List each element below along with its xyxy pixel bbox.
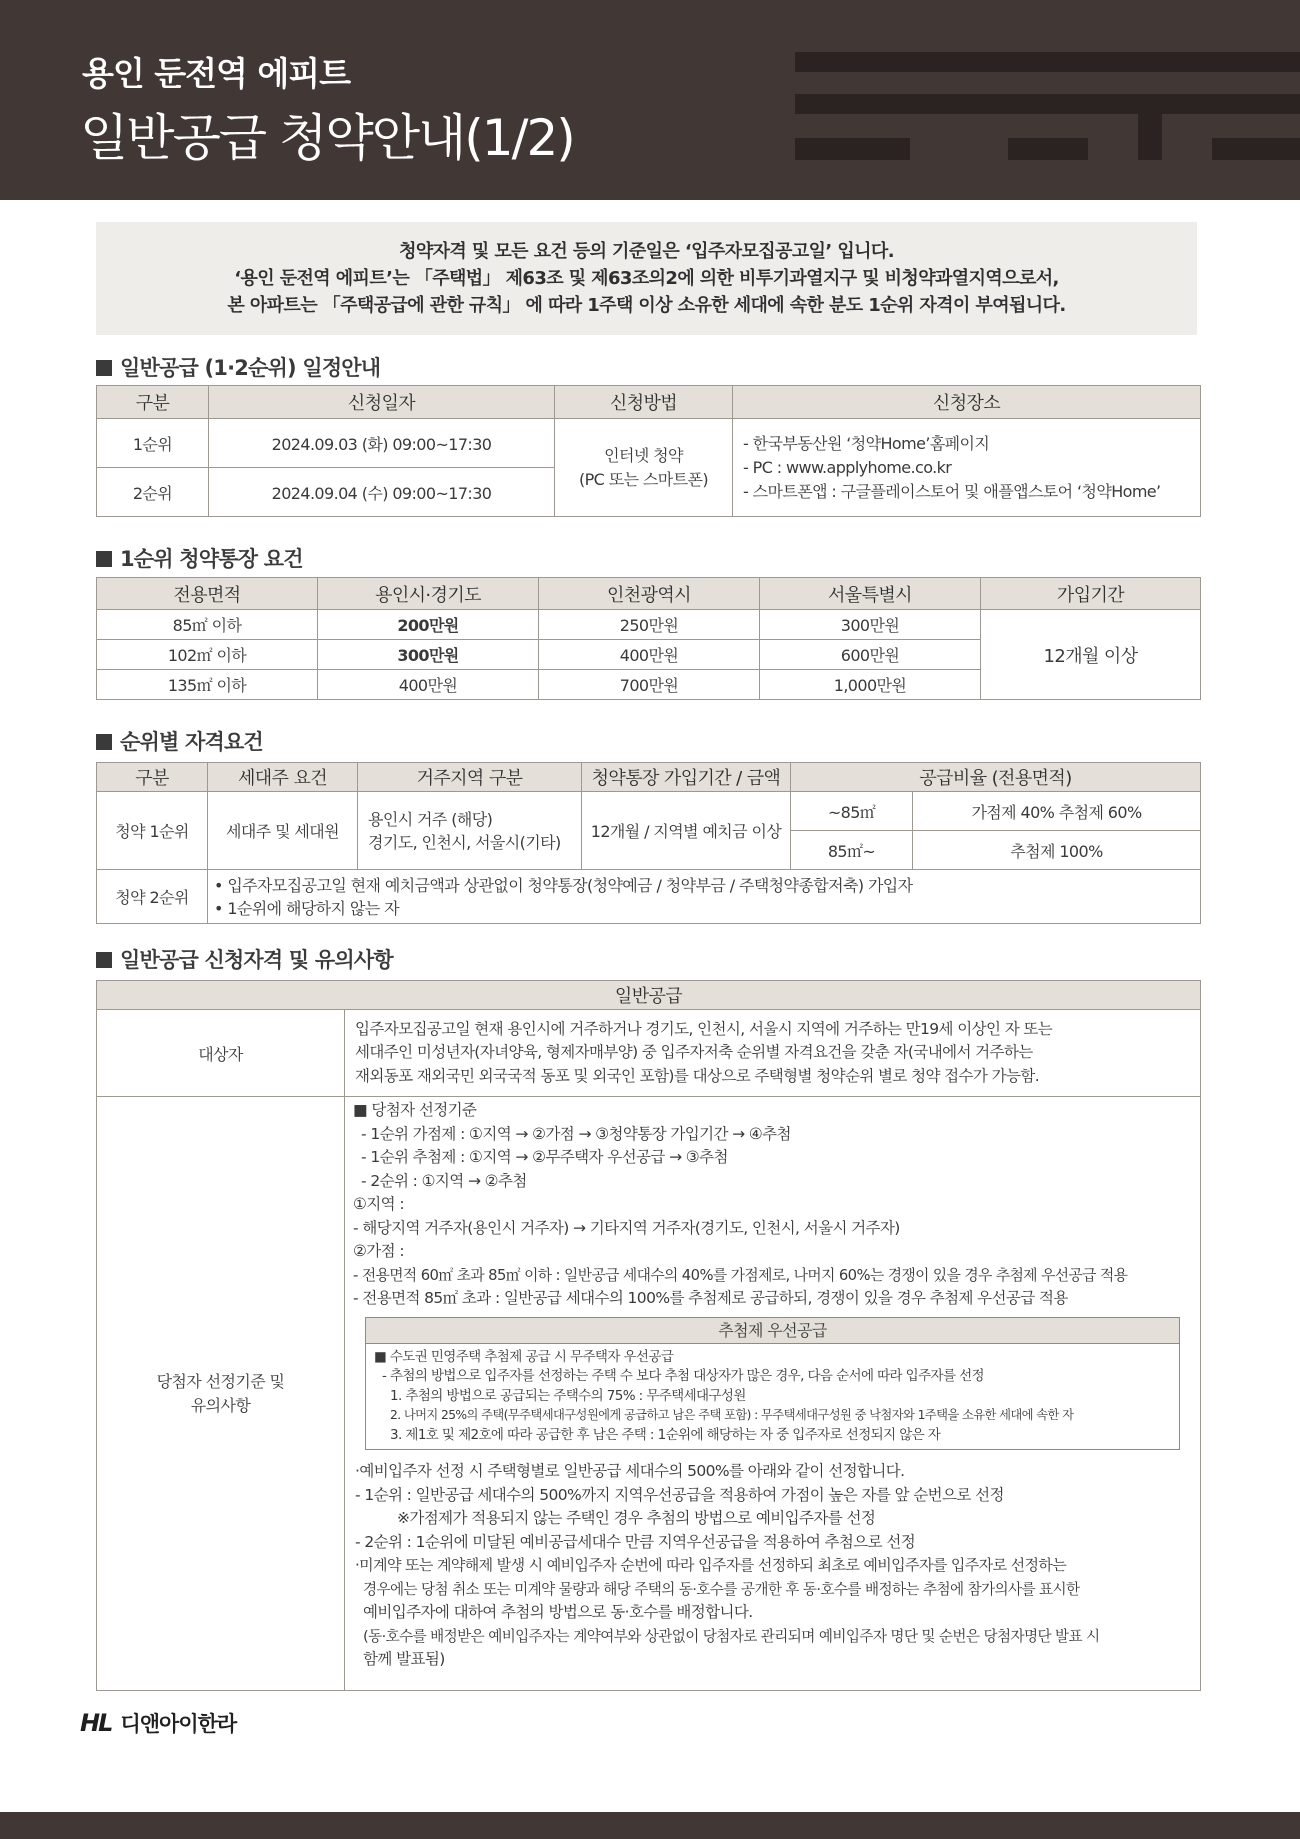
rank-label-cell: 청약 2순위 bbox=[97, 870, 208, 924]
notice-line: ‘용인 둔전역 에피트’는 「주택법」 제63조 및 제63조의2에 의한 비투기과열지구 및 비청약과열지역으로서, bbox=[234, 268, 1059, 289]
notice-box bbox=[96, 222, 1197, 335]
col-header: 신청장소 bbox=[733, 386, 1201, 419]
ratio-area-cell: ~85㎡ bbox=[791, 792, 913, 831]
area-cell: 85㎡ 이하 bbox=[97, 610, 318, 640]
logo-text: 디앤아이한라 bbox=[120, 1712, 237, 1736]
col-header: 인천광역시 bbox=[539, 578, 760, 610]
amount-cell: 300만원 bbox=[318, 640, 539, 670]
rank-cell: 1순위 bbox=[97, 419, 209, 468]
method-cell: 인터넷 청약 (PC 또는 스마트폰) bbox=[555, 419, 733, 517]
amount-cell: 1,000만원 bbox=[760, 670, 981, 700]
col-header: 거주지역 구분 bbox=[358, 763, 582, 792]
company-logo bbox=[80, 1708, 236, 1738]
rank-cell: 2순위 bbox=[97, 468, 209, 517]
householder-cell: 세대주 및 세대원 bbox=[208, 792, 358, 870]
region-cell: 용인시 거주 (해당) 경기도, 인천시, 서울시(기타) bbox=[358, 792, 582, 870]
col-header: 용인시·경기도 bbox=[318, 578, 539, 610]
area-cell: 135㎡ 이하 bbox=[97, 670, 318, 700]
schedule-table bbox=[96, 385, 1201, 517]
col-header: 전용면적 bbox=[97, 578, 318, 610]
period-cell: 12개월 이상 bbox=[981, 610, 1201, 700]
amount-cell: 400만원 bbox=[539, 640, 760, 670]
rank-label-cell: 청약 1순위 bbox=[97, 792, 208, 870]
col-header: 청약통장 가입기간 / 금액 bbox=[582, 763, 791, 792]
col-header: 구분 bbox=[97, 763, 208, 792]
deposit-table bbox=[96, 577, 1201, 700]
ratio-value-cell: 가점제 40% 추첨제 60% bbox=[913, 792, 1201, 831]
col-header: 신청일자 bbox=[209, 386, 555, 419]
ratio-area-cell: 85㎡~ bbox=[791, 831, 913, 870]
footer-bar bbox=[0, 1812, 1300, 1839]
square-bullet-icon bbox=[96, 734, 112, 750]
area-cell: 102㎡ 이하 bbox=[97, 640, 318, 670]
section-heading-deposit: 1순위 청약통장 요건 bbox=[96, 543, 303, 573]
section-heading-schedule: 일반공급 (1·2순위) 일정안내 bbox=[96, 352, 380, 382]
amount-cell: 200만원 bbox=[318, 610, 539, 640]
priority-subbox bbox=[365, 1317, 1180, 1451]
page-subtitle: 용인 둔전역 에피트 bbox=[82, 54, 351, 93]
amount-cell: 700만원 bbox=[539, 670, 760, 700]
square-bullet-icon bbox=[96, 551, 112, 567]
winner-desc-cell: ■ 당첨자 선정기준 - 1순위 가점제 : ①지역 → ②가점 → ③청약통장 가입기간 → ④추첨 - 1순위 추첨제 : ①지역 → ②무주택자 우선공급 → ③추첨 - 2순위 : ①지역 → ②추첨 ①지역 : - 해당지역 거주자(용인시 거주자) → 기타지역 거주자(경기도, 인천시, 서울시 거주자) ②가점 : - 전용면적 60㎡ 초과 85㎡ 이하 : 일반공급 세대수의 40%를 가점제로, 나머지 60%는 경쟁이 있을 경우 추첨제 우선공급 적용 - 전용면적 85㎡ 초과 : 일반공급 세대수의 100%를 추첨제로 공급하되, 경쟁이 있을 경우 추첨제 우선공급 적용 추첨제 우선공급 ■ 수도권 민영주택 추첨제 공급 시 무주택자 우선공급 - 추첨의 방법으로 입주자를 선정하는 주택 수 보다 추첨 대상자가 많은 경우, 다음 순서에 따라 입주자를 선정 1. 추첨의 방법으로 공급되는 주택수의 75% : 무주택세대구성원 2. 나머지 25%의 주택(무주택세대구성원에게 공급하고 남은 주택 포함) : 무주택세대구성원 중 낙첨자와 1주택을 소유한 세대에 속한 자 3. 제1호 및 제2호에 따라 공급한 후 남은 주택 : 1순위에 해당하는 자 중 입주자로 선정되지 않은 자 ·예비입주자 선정 시 주택형별로 일반공급 세대수의 500%를 아래와 같이 선정합니다. - 1순위 : 일반공급 세대수의 500%까지 지역우선공급을 적용하여 가점이 높은 자를 앞 순번으로 선정 ※가점제가 적용되지 않는 주택인 경우 추첨의 방법으로 예비입주자를 선정 - 2순위 : 1순위에 미달된 예비공급세대수 만큼 지역우선공급을 적용하여 추첨으로 선정 ·미계약 또는 계약해제 발생 시 예비입주자 순번에 따라 입주자를 선정하되 최초로 예비입주자를 입주자로 선정하는 경우에는 당첨 취소 또는 미계약 물량과 해당 주택의 동·호수를 공개한 후 동·호수를 배정하는 추첨에 참가의사를 표시한 예비입주자에 대하여 추첨의 방법으로 동·호수를 배정합니다. (동·호수를 배정받은 예비입주자는 계약여부와 상관없이 당첨자로 관리되며 예비입주자 명단 및 순번은 당첨자명단 발표 시 함께 발표됨) bbox=[345, 1097, 1201, 1691]
winner-label-cell: 당첨자 선정기준 및 유의사항 bbox=[97, 1097, 345, 1691]
rank2-desc-cell: • 입주자모집공고일 현재 예치금액과 상관없이 청약통장(청약예금 / 청약부금 / 주택청약종합저축) 가입자 • 1순위에 해당하지 않는 자 bbox=[208, 870, 1201, 924]
subbox-body: ■ 수도권 민영주택 추첨제 공급 시 무주택자 우선공급 - 추첨의 방법으로 입주자를 선정하는 주택 수 보다 추첨 대상자가 많은 경우, 다음 순서에 따라 입주자를 선정 1. 추첨의 방법으로 공급되는 주택수의 75% : 무주택세대구성원 2. 나머지 25%의 주택(무주택세대구성원에게 공급하고 남은 주택 포함) : 무주택세대구성원 중 낙첨자와 1주택을 소유한 세대에 속한 자 3. 제1호 및 제2호에 따라 공급한 후 남은 주택 : 1순위에 해당하는 자 중 입주자로 선정되지 않은 자 bbox=[374, 1348, 1074, 1443]
page-header bbox=[0, 0, 1300, 200]
notice-line: 청약자격 및 모든 요건 등의 기준일은 ‘입주자모집공고일’ 입니다. bbox=[399, 241, 894, 262]
col-header: 가입기간 bbox=[981, 578, 1201, 610]
square-bullet-icon bbox=[96, 360, 112, 376]
section-heading-qualify: 순위별 자격요건 bbox=[96, 726, 263, 756]
target-label-cell: 대상자 bbox=[97, 1010, 345, 1097]
amount-cell: 300만원 bbox=[760, 610, 981, 640]
page-title: 일반공급 청약안내(1/2) bbox=[80, 109, 574, 167]
date-cell: 2024.09.04 (수) 09:00~17:30 bbox=[209, 468, 555, 517]
logo-mark: HL bbox=[80, 1709, 112, 1737]
col-header: 세대주 요건 bbox=[208, 763, 358, 792]
col-header: 서울특별시 bbox=[760, 578, 981, 610]
col-header: 신청방법 bbox=[555, 386, 733, 419]
section-heading-rules: 일반공급 신청자격 및 유의사항 bbox=[96, 944, 393, 974]
col-header: 공급비율 (전용면적) bbox=[791, 763, 1201, 792]
col-header: 구분 bbox=[97, 386, 209, 419]
amount-cell: 400만원 bbox=[318, 670, 539, 700]
square-bullet-icon bbox=[96, 952, 112, 968]
period-cell: 12개월 / 지역별 예치금 이상 bbox=[582, 792, 791, 870]
rules-table bbox=[96, 980, 1201, 1691]
target-desc-cell: 입주자모집공고일 현재 용인시에 거주하거나 경기도, 인천시, 서울시 지역에 거주하는 만19세 이상인 자 또는 세대주인 미성년자(자녀양육, 형제자매부양) 중 입주자저축 순위별 자격요건을 갖춘 자(국내에서 거주하는 재외동포 재외국민 외국국적 동포 및 외국인 포함)를 대상으로 주택형별 청약순위 별로 청약 접수가 가능함. bbox=[345, 1010, 1201, 1097]
notice-line: 본 아파트는 「주택공급에 관한 규칙」 에 따라 1주택 이상 소유한 세대에 속한 분도 1순위 자격이 부여됩니다. bbox=[227, 295, 1066, 316]
col-header: 일반공급 bbox=[97, 981, 1201, 1010]
amount-cell: 250만원 bbox=[539, 610, 760, 640]
amount-cell: 600만원 bbox=[760, 640, 981, 670]
ratio-value-cell: 추첨제 100% bbox=[913, 831, 1201, 870]
subbox-header: 추첨제 우선공급 bbox=[366, 1318, 1179, 1344]
date-cell: 2024.09.03 (화) 09:00~17:30 bbox=[209, 419, 555, 468]
place-cell: - 한국부동산원 ‘청약Home’홈페이지 - PC : www.applyhome.co.kr - 스마트폰앱 : 구글플레이스토어 및 애플앱스토어 ‘청약Home’ bbox=[733, 419, 1201, 517]
qualify-table bbox=[96, 762, 1201, 924]
